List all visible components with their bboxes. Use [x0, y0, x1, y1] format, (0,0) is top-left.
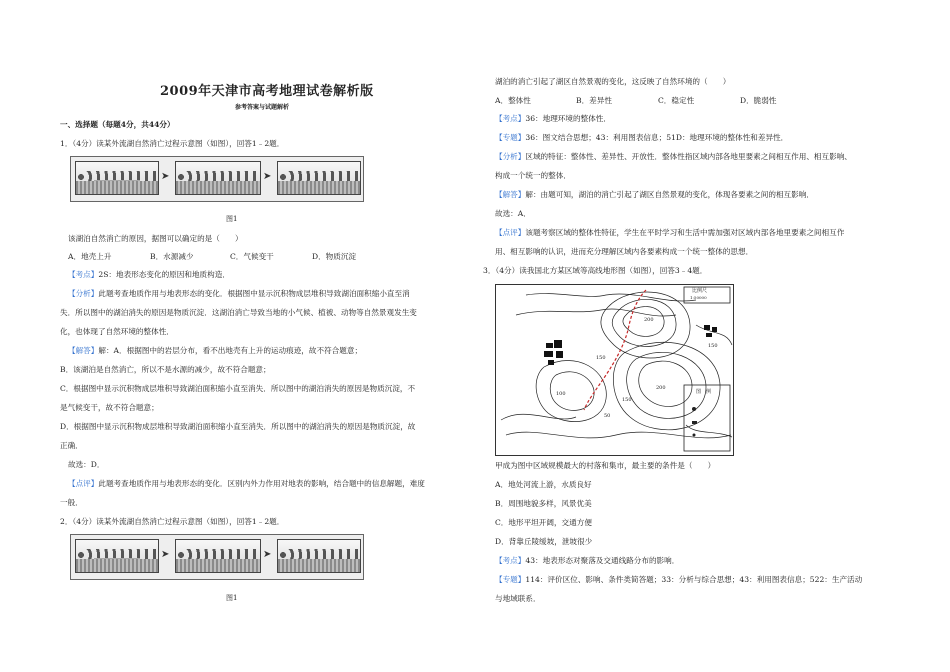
fenxi-tag: 【分析】 — [68, 289, 99, 298]
q2-stem: 2．（4分）读某外流湖自然消亡过程示意图（如图），回答1﹣2题． — [60, 517, 285, 526]
q1-stem: 1．（4分）读某外流湖自然消亡过程示意图（如图），回答1﹣2题． — [60, 139, 285, 148]
q3-option-b: B．周围地貌多样，风景优美 — [495, 499, 592, 508]
q1-dianping-line-1 — [68, 479, 425, 489]
q2-option-c: C．稳定性 — [658, 96, 695, 105]
q2-fenxi-line-1 — [495, 152, 852, 162]
q2-answer: 故选：A． — [495, 209, 531, 218]
jieda-tag: 【解答】 — [495, 190, 526, 199]
dianping-tag: 【点评】 — [495, 228, 526, 237]
contour-lines — [496, 285, 733, 455]
page-subtitle: 参考答案与试题解析 — [235, 104, 290, 111]
lake-stage-1 — [75, 539, 159, 573]
lake-stage-3 — [277, 539, 361, 573]
dianping-text: 此题考查地质作用与地表形态的变化．区别内外力作用对地表的影响，结合题中的信息解题，难度 — [98, 479, 425, 488]
contour-label: 100 — [556, 391, 566, 397]
zhuanti-tag: 【专题】 — [495, 133, 526, 142]
section-heading: 一、选择题（每题4分，共44分） — [60, 120, 175, 129]
q1-dianping-line-2: 一般． — [60, 498, 83, 507]
jieda-text: 解：A．根据图中的岩层分布，看不出地壳有上升的运动痕迹，故不符合题意； — [98, 346, 363, 355]
zhuanti-text: 114：评价区位、影响、条件类简答题；33：分析与综合思想；43：利用图表信息；522：生产活动 — [525, 575, 863, 584]
arrow-icon: ➤ — [161, 171, 170, 182]
q1-question: 该湖泊自然消亡的原因，据图可以确定的是（ ） — [68, 234, 243, 243]
q1-answer: 故选：D． — [68, 460, 105, 469]
figure-caption: 图1 — [226, 215, 238, 223]
q1-option-d: D．物质沉淀 — [312, 252, 357, 261]
map-scale-label: 比例尺 — [692, 288, 708, 294]
jieda-tag: 【解答】 — [68, 346, 99, 355]
lake-process-figure-1 — [70, 156, 364, 202]
q1-fenxi-line-2: 失．所以图中的湖泊消失的原因是物质沉淀．这湖泊消亡导致当地的小气候、植被、动物等自然景观发生变 — [60, 308, 417, 317]
fenxi-text: 区域的特征：整体性、差异性、开放性．整体性指区域内部各地里要素之间相互作用、相互影响、 — [525, 152, 852, 161]
q2-jieda — [495, 190, 814, 200]
q1-fenxi-line-3: 化，也体现了自然环境的整体性． — [60, 327, 174, 336]
map-scale-value: 1:50000 — [690, 295, 707, 300]
contour-label: 200 — [656, 385, 666, 391]
q1-jieda-line-6: 正确． — [60, 441, 83, 450]
q1-jieda-line-5: D．根据图中显示沉积物成层堆积导致湖泊面积缩小直至消失．所以图中的湖泊消失的原因是物质沉淀，故 — [60, 422, 416, 431]
jieda-text: 解：由题可知，湖泊的消亡引起了湖区自然景观的变化，体现各要素之间的相互影响． — [525, 190, 814, 199]
q3-option-d: D．背靠丘陵缓坡，泄坡很少 — [495, 537, 593, 546]
contour-label: 200 — [644, 317, 654, 323]
dianping-text: 该题考察区域的整体性特征，学生在平时学习和生活中需加强对区域内部各地里要素之间相互作 — [525, 228, 845, 237]
lake-stage-1 — [75, 161, 159, 195]
zhuanti-tag: 【专题】 — [495, 575, 526, 584]
q2-option-b: B．差异性 — [576, 96, 612, 105]
dianping-tag: 【点评】 — [68, 479, 99, 488]
contour-label: 150 — [596, 355, 606, 361]
kaodian-tag: 【考点】 — [68, 270, 99, 279]
fenxi-text: 此题考查地质作用与地表形态的变化．根据图中显示沉积物成层堆积导致湖泊面积缩小直至消 — [98, 289, 410, 298]
kaodian-tag: 【考点】 — [495, 556, 526, 565]
q1-option-c: C．气候变干 — [230, 252, 274, 261]
q1-option-a: A．地壳上升 — [68, 252, 112, 261]
q2-stem-cont: 湖泊的消亡引起了湖区自然景观的变化，这反映了自然环境的（ ） — [495, 77, 731, 86]
q2-option-a: A．整体性 — [495, 96, 531, 105]
q1-jieda-line-1 — [68, 346, 362, 356]
q2-option-d: D．脆弱性 — [740, 96, 777, 105]
q1-option-b: B．水源减少 — [150, 252, 194, 261]
page-title: 2009年天津市高考地理试卷解析版 — [160, 84, 374, 99]
q2-fenxi-line-2: 构成一个统一的整体． — [495, 171, 571, 180]
zhuanti-text: 36：图文结合思想；43：利用图表信息；51D：地理环境的整体性和差异性． — [525, 133, 789, 142]
arrow-icon: ➤ — [263, 549, 272, 560]
q3-kaodian — [495, 556, 679, 566]
arrow-icon: ➤ — [161, 549, 170, 560]
q1-jieda-line-2: B．该湖泊是自然消亡，所以不是水源的减少，故不符合题意； — [60, 365, 271, 374]
q1-kaodian — [68, 270, 230, 280]
lake-stage-3 — [277, 161, 361, 195]
map-legend-label: 图 例 — [696, 389, 712, 395]
q2-zhuanti — [495, 133, 788, 143]
kaodian-text: 2S：地表形态变化的原因和地质构造． — [98, 270, 230, 279]
contour-label: 150 — [622, 397, 632, 403]
q3-stem: 3．（4分）读我国北方某区域等高线地形图（如图），回答3﹣4题． — [483, 266, 708, 275]
fenxi-tag: 【分析】 — [495, 152, 526, 161]
contour-label: 150 — [708, 343, 718, 349]
lake-stage-2 — [175, 161, 261, 195]
kaodian-text: 36：地理环境的整体性． — [525, 114, 611, 123]
q3-zhuanti-line-2: 与地域联系． — [495, 594, 541, 603]
kaodian-tag: 【考点】 — [495, 114, 526, 123]
arrow-icon: ➤ — [263, 171, 272, 182]
figure-caption: 图1 — [226, 594, 238, 602]
q1-jieda-line-4: 是气候变干，故不符合题意； — [60, 403, 159, 412]
q2-dianping-line-2: 用、相互影响的认识，进而充分理解区域内各要素构成一个统一整体的思想． — [495, 247, 754, 256]
contour-map — [495, 284, 734, 456]
q2-kaodian — [495, 114, 611, 124]
lake-stage-2 — [175, 539, 261, 573]
kaodian-text: 43：地表形态对聚落及交通线路分布的影响． — [525, 556, 680, 565]
q1-jieda-line-3: C．根据图中显示沉积物成层堆积导致湖泊面积缩小直至消失．所以图中的湖泊消失的原因是物质沉淀，不 — [60, 384, 416, 393]
q3-option-c: C．地形平坦开阔，交通方便 — [495, 518, 592, 527]
q1-fenxi-line-1 — [68, 289, 410, 299]
contour-label: 50 — [604, 413, 611, 419]
q2-dianping-line-1 — [495, 228, 844, 238]
q3-question: 甲成为图中区域规模最大的村落和集市，最主要的条件是（ ） — [495, 461, 716, 470]
lake-process-figure-2 — [70, 534, 364, 580]
q3-zhuanti-line-1 — [495, 575, 862, 585]
q3-option-a: A．地处河流上游，水质良好 — [495, 480, 592, 489]
